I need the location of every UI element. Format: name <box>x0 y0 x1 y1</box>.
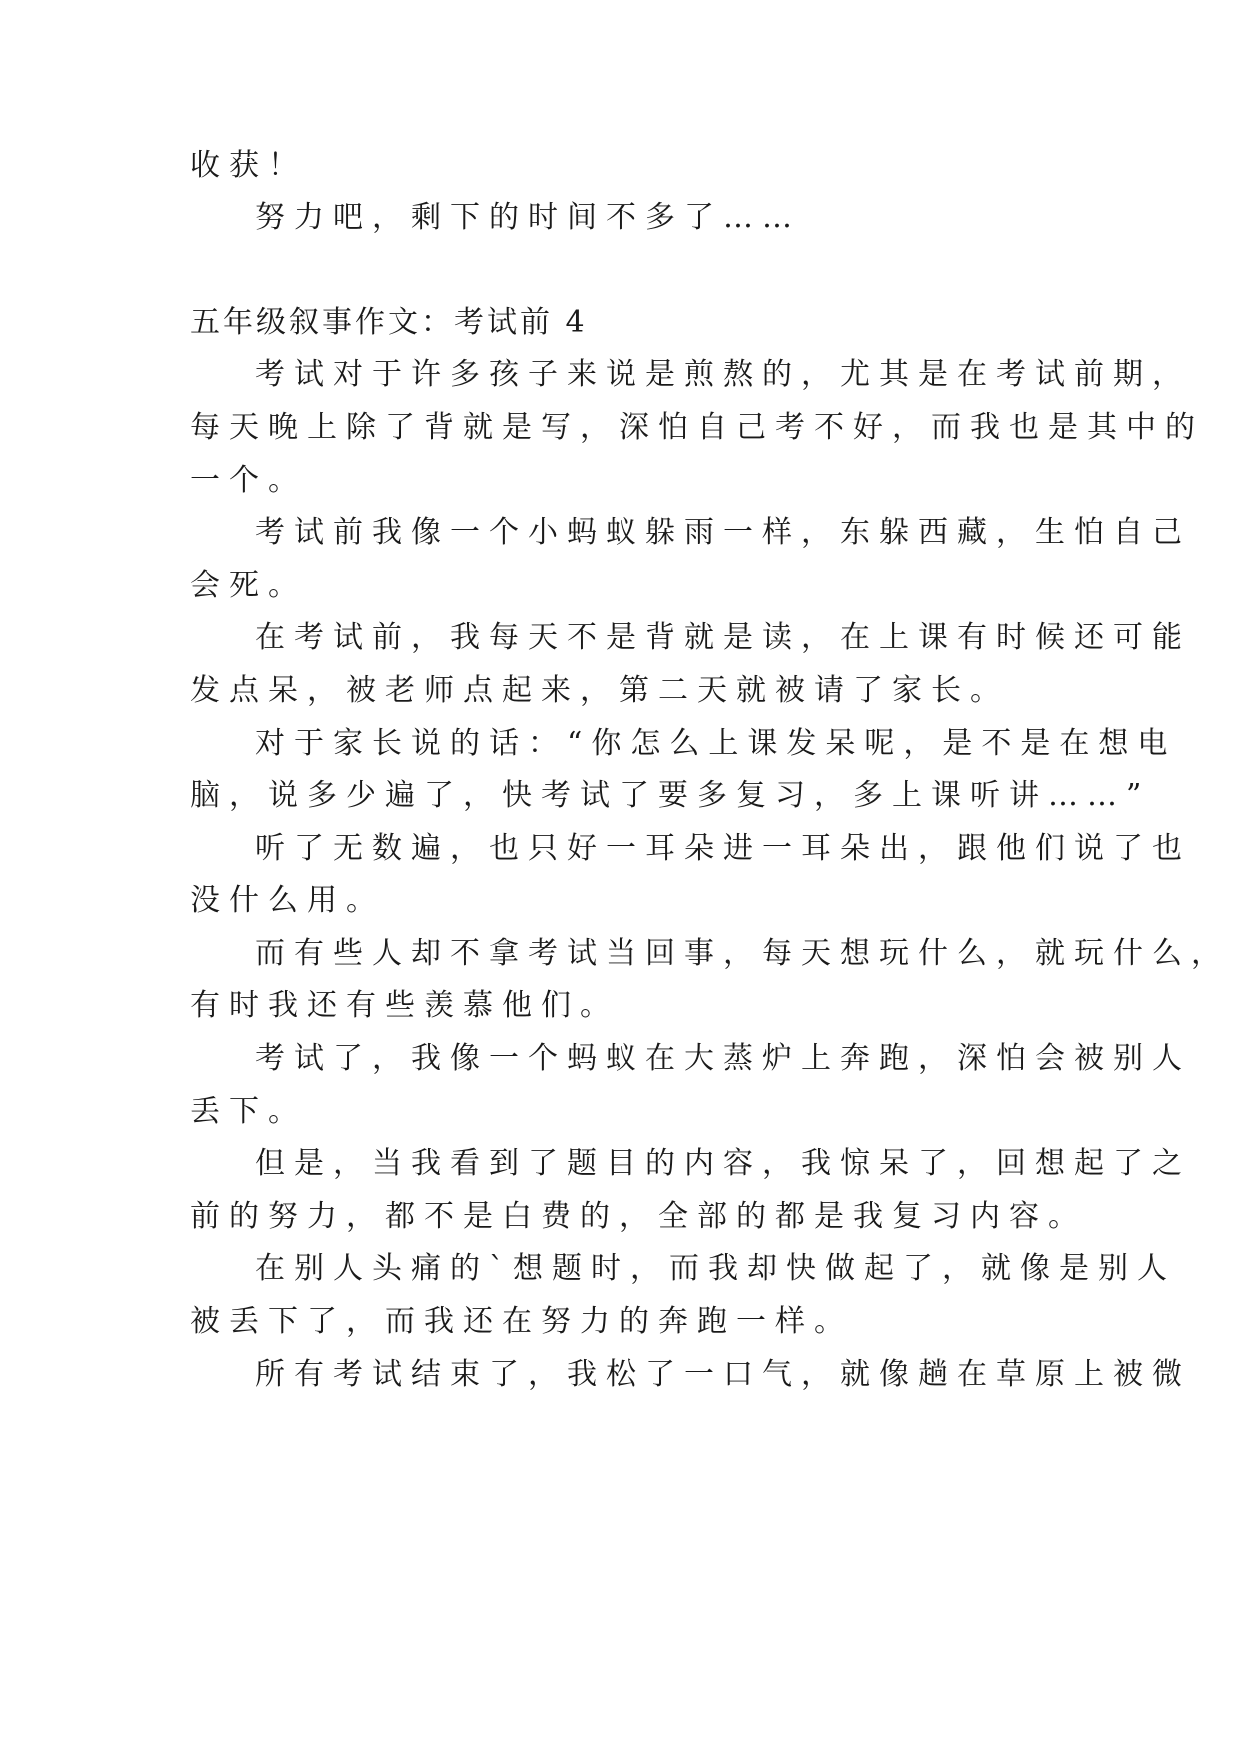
paragraph-line: 收获！ <box>190 148 307 183</box>
paragraph-line: 考试前我像一个小蚂蚁躲雨一样，东躲西藏，生怕自己 <box>255 515 1191 550</box>
paragraph-line: 在考试前，我每天不是背就是读，在上课有时候还可能 <box>255 620 1191 655</box>
paragraph-line: 前的努力，都不是白费的，全部的都是我复习内容。 <box>190 1199 1087 1234</box>
paragraph-line: 脑，说多少遍了，快考试了要多复习，多上课听讲……” <box>190 778 1151 813</box>
paragraph-line: 考试了，我像一个蚂蚁在大蒸炉上奔跑，深怕会被别人 <box>255 1041 1191 1076</box>
paragraph-line: 考试对于许多孩子来说是煎熬的，尤其是在考试前期， <box>255 357 1191 392</box>
section-heading: 五年级叙事作文：考试前 4 <box>190 305 588 340</box>
paragraph-line: 对于家长说的话：“你怎么上课发呆呢，是不是在想电 <box>255 726 1177 761</box>
paragraph-line: 努力吧，剩下的时间不多了…… <box>255 200 801 235</box>
paragraph-line: 有时我还有些羡慕他们。 <box>190 988 619 1023</box>
paragraph-line: 每天晚上除了背就是写，深怕自己考不好，而我也是其中的 <box>190 410 1204 445</box>
paragraph-line: 而有些人却不拿考试当回事，每天想玩什么，就玩什么， <box>255 936 1230 971</box>
paragraph-line: 丢下。 <box>190 1094 307 1129</box>
paragraph-line: 会死。 <box>190 568 307 603</box>
paragraph-line: 听了无数遍，也只好一耳朵进一耳朵出，跟他们说了也 <box>255 831 1191 866</box>
paragraph-line: 所有考试结束了，我松了一口气，就像趟在草原上被微 <box>255 1357 1191 1392</box>
paragraph-line: 在别人头痛的`想题时，而我却快做起了，就像是别人 <box>255 1251 1176 1286</box>
paragraph-line: 发点呆，被老师点起来，第二天就被请了家长。 <box>190 673 1009 708</box>
paragraph-line: 一个。 <box>190 463 307 498</box>
paragraph-line: 没什么用。 <box>190 883 385 918</box>
paragraph-line: 被丢下了，而我还在努力的奔跑一样。 <box>190 1304 853 1339</box>
paragraph-line: 但是，当我看到了题目的内容，我惊呆了，回想起了之 <box>255 1146 1191 1181</box>
